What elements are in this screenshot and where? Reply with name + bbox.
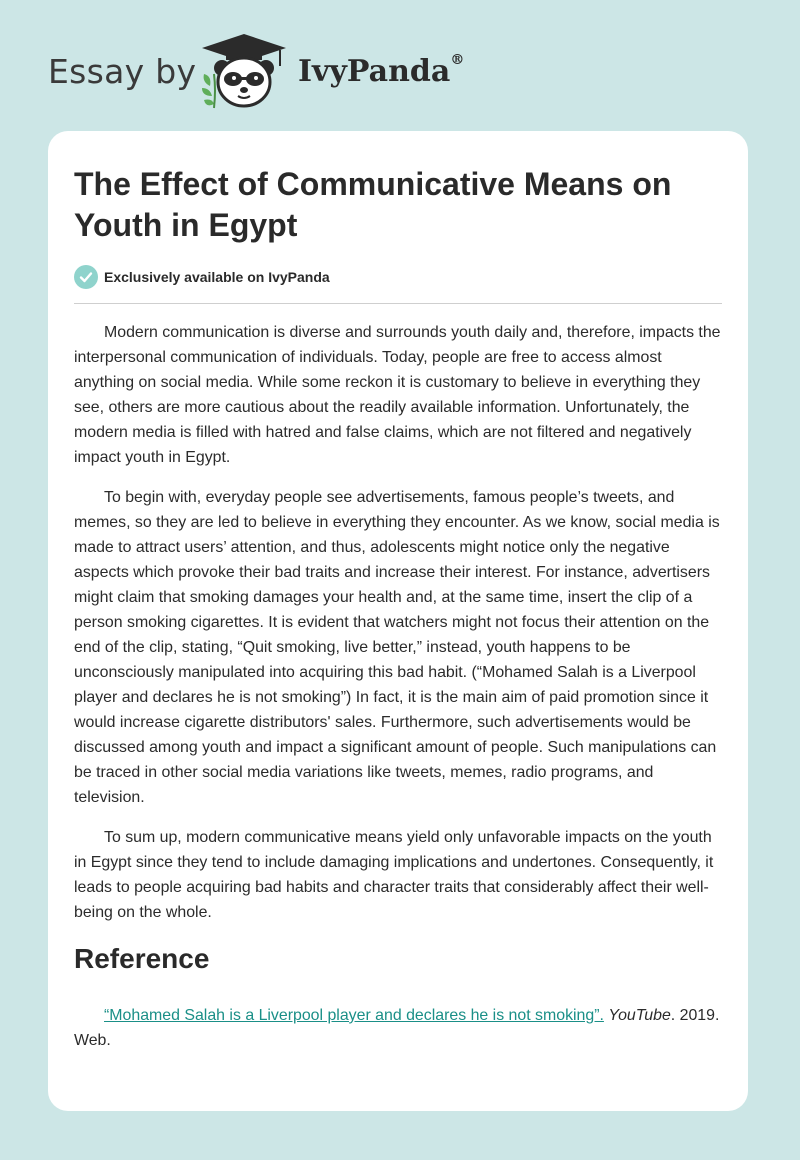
essay-by-label: Essay by	[48, 52, 197, 91]
essay-card	[48, 131, 748, 1111]
paragraph: Modern communication is diverse and surrounds youth daily and, therefore, impacts the interpersonal communication of individuals. Today, people are free to access almost anything on social media. While some reckon it is customary to believe in everything they see, others are more cautious about the readily available information. Unfortunately, the modern media is filled with hatred and false claims, which are not filtered and negatively impact youth in Egypt.	[74, 324, 721, 466]
checkmark-icon	[74, 265, 98, 289]
exclusive-badge	[74, 264, 330, 290]
reference-heading: Reference	[74, 943, 210, 974]
essay-body	[74, 320, 726, 940]
brand-name: IvyPanda®	[298, 52, 465, 89]
panda-logo-icon	[196, 30, 292, 110]
reference-entry	[74, 1003, 726, 1053]
reference-details: . 2019. Web.	[74, 1007, 720, 1049]
paragraph: To begin with, everyday people see advertisements, famous people’s tweets, and memes, so they are led to believe in everything they encounter. As we know, social media is made to attract users’ attention, and thus, adolescents might notice only the negative aspects which provoke their bad traits and increase their interest. For instance, advertisers might claim that smoking damages your health and, at the same time, insert the clip of a person smoking cigarettes. It is evident that watchers might not focus their attention on the end of the clip, stating, “Quit smoking, live better,” instead, youth happens to be unconsciously manipulated into acquiring this bad habit. (“Mohamed Salah is a Liverpool player and declares he is not smoking”) In fact, it is the main aim of paid promotion since it would increase cigarette distributors' sales. Furthermore, such advertisements would be discussed among youth and impact a significant amount of people. Such manipulations can be traced in other social media variations like tweets, memes, radio programs, and television.	[74, 489, 720, 806]
registered-mark: ®	[450, 52, 465, 68]
essay-title: The Effect of Communicative Means on Youth in Egypt	[74, 166, 672, 243]
paragraph: To sum up, modern communicative means yield only unfavorable impacts on the youth in Egypt since they tend to include damaging implications and undertones. Consequently, it leads to people acquiring bad habits and character traits that considerably affect their well-being on the whole.	[74, 829, 714, 921]
divider	[74, 303, 722, 304]
reference-source: YouTube	[608, 1007, 671, 1024]
badge-text: Exclusively available on IvyPanda	[104, 269, 330, 285]
site-header	[0, 0, 800, 130]
reference-link[interactable]: “Mohamed Salah is a Liverpool player and declares he is not smoking”.	[104, 1007, 604, 1024]
